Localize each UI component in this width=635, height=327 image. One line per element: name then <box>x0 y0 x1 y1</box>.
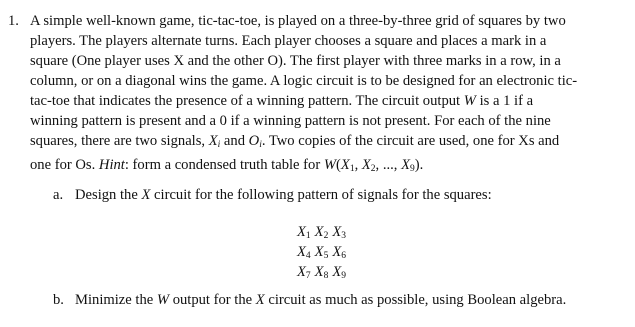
text-run: O <box>248 133 260 149</box>
text-run: one for Os. <box>30 157 99 173</box>
text-run: winning pattern is present and a 0 if a winning pattern is not present. For each of the nine <box>30 113 551 129</box>
signal-grid <box>0 222 635 282</box>
cell-subscript: 5 <box>323 251 329 261</box>
text-run: players. The players alternate turns. Each player chooses a square and places a mark in a <box>30 33 547 49</box>
cell-variable: X <box>332 224 342 240</box>
text-run: i <box>259 140 262 150</box>
cell-subscript: 7 <box>305 271 311 281</box>
cell-variable: X <box>314 264 324 280</box>
grid-row <box>0 222 635 242</box>
text-run: X <box>340 157 350 173</box>
cell-subscript: 2 <box>323 231 329 241</box>
text-run: ). <box>414 157 424 173</box>
problem-number: 1. <box>8 13 19 29</box>
cell-variable: X <box>296 264 306 280</box>
text-run: 9 <box>410 164 415 174</box>
problem-1 <box>8 11 630 179</box>
text-run: square (One player uses X and the other O). The first player with three marks in a row, in a <box>30 53 561 69</box>
grid-cell <box>297 262 311 286</box>
problem-statement <box>30 11 620 179</box>
cell-subscript: 4 <box>305 251 311 261</box>
cell-subscript: 6 <box>341 251 346 261</box>
text-run: X <box>208 133 218 149</box>
text-run: A simple well-known game, tic-tac-toe, is played on a three-by-three grid of squares by two <box>30 13 566 29</box>
text-run: X <box>255 292 265 308</box>
text-run: Design the <box>75 187 142 203</box>
text-run: W <box>463 93 476 109</box>
text-run: Minimize the <box>75 292 157 308</box>
text-run: X <box>361 157 371 173</box>
text-run: W <box>323 157 337 173</box>
text-run: Hint <box>98 157 125 173</box>
text-run: tac-toe that indicates the presence of a winning pattern. The circuit output <box>30 93 464 109</box>
cell-variable: X <box>296 224 306 240</box>
text-line <box>30 131 620 155</box>
part-b <box>53 290 566 310</box>
grid-row <box>0 262 635 282</box>
text-run: 2 <box>370 164 376 174</box>
cell-variable: X <box>314 244 324 260</box>
text-line <box>30 91 620 111</box>
part-b-label: b. <box>53 292 64 308</box>
cell-variable: X <box>332 264 342 280</box>
text-run: W <box>156 292 170 308</box>
text-run: ( <box>336 157 341 173</box>
cell-variable: X <box>296 244 306 260</box>
text-run: 1 <box>349 164 355 174</box>
text-line <box>30 71 620 91</box>
text-run: X <box>401 157 410 173</box>
text-run: , <box>354 157 362 173</box>
text-line <box>30 155 620 179</box>
cell-subscript: 8 <box>323 271 329 281</box>
text-run: . Two copies of the circuit are used, one for Xs and <box>261 133 560 149</box>
text-run: circuit for the following pattern of signals for the squares: <box>150 187 492 203</box>
cell-subscript: 1 <box>305 231 311 241</box>
text-line <box>30 51 620 71</box>
text-run: column, or on a diagonal wins the game. A logic circuit is to be designed for an electronic tic- <box>30 73 578 89</box>
text-run: squares, there are two signals, <box>30 133 209 149</box>
grid-cell <box>332 262 346 286</box>
text-run: , ..., <box>375 157 402 173</box>
text-run: : form a condensed truth table for <box>124 157 324 173</box>
part-a <box>53 185 492 205</box>
cell-subscript: 3 <box>341 231 346 241</box>
text-run: is a 1 if a <box>475 93 534 109</box>
cell-subscript: 9 <box>341 271 346 281</box>
text-line <box>30 31 620 51</box>
text-line <box>30 111 620 131</box>
part-b-text <box>75 292 566 308</box>
text-run: output for the <box>169 292 256 308</box>
cell-variable: X <box>314 224 324 240</box>
text-run: and <box>220 133 249 149</box>
text-run: i <box>217 140 221 150</box>
text-run: X <box>141 187 151 203</box>
grid-row <box>0 242 635 262</box>
cell-variable: X <box>332 244 342 260</box>
text-run: circuit as much as possible, using Boolean algebra. <box>264 292 567 308</box>
grid-cell <box>315 262 329 286</box>
part-a-text <box>75 187 492 203</box>
part-a-label: a. <box>53 187 64 203</box>
text-line <box>30 11 620 31</box>
